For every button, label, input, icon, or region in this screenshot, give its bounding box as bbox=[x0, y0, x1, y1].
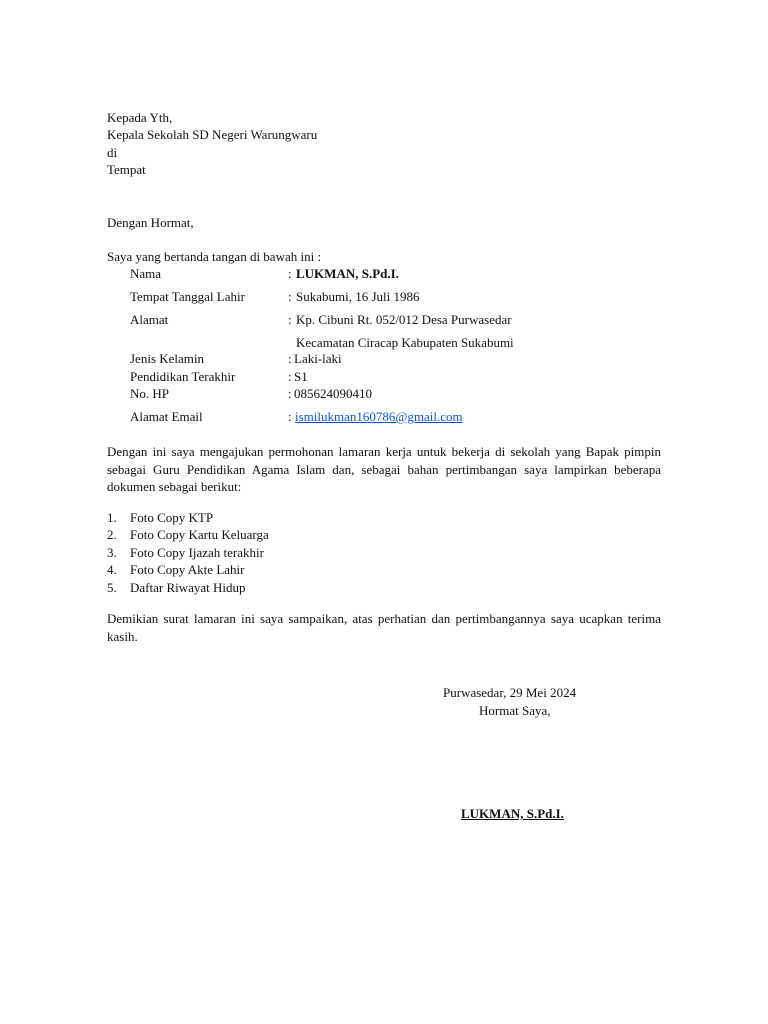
detail-sep-email: : bbox=[288, 409, 292, 424]
detail-sep-education: : bbox=[288, 369, 292, 384]
detail-value-address: Kp. Cibuni Rt. 052/012 Desa Purwasedar bbox=[296, 312, 512, 327]
email-link[interactable]: ismilukman160786@gmail.com bbox=[295, 409, 463, 424]
recipient-line-1: Kepada Yth, bbox=[107, 110, 173, 125]
recipient-line-3: di bbox=[107, 145, 118, 160]
detail-label-email: Alamat Email bbox=[130, 409, 203, 424]
list-item: Foto Copy Ijazah terakhir bbox=[130, 545, 264, 560]
list-item: Foto Copy KTP bbox=[130, 510, 214, 525]
place-date: Purwasedar, 29 Mei 2024 bbox=[443, 685, 577, 700]
closing-paragraph: Demikian surat lamaran ini saya sampaikan, atas perhatian dan pertimbangannya saya ucapkan terima kasih. bbox=[107, 611, 661, 644]
detail-label-education: Pendidikan Terakhir bbox=[130, 369, 236, 384]
detail-value-name: LUKMAN, S.Pd.I. bbox=[296, 266, 399, 281]
detail-sep-phone: : bbox=[288, 386, 292, 401]
regards-text: Hormat Saya, bbox=[479, 703, 551, 718]
list-number: 4. bbox=[107, 562, 117, 577]
recipient-line-4: Tempat bbox=[107, 162, 146, 177]
detail-value-birth: Sukabumi, 16 Juli 1986 bbox=[296, 289, 420, 304]
intro-text: Saya yang bertanda tangan di bawah ini : bbox=[107, 249, 322, 264]
detail-label-birth: Tempat Tanggal Lahir bbox=[130, 289, 245, 304]
detail-value-address-line-2: Kecamatan Ciracap Kabupaten Sukabumi bbox=[296, 335, 514, 350]
detail-value-education: S1 bbox=[294, 369, 308, 384]
list-item: Daftar Riwayat Hidup bbox=[130, 580, 246, 595]
detail-sep-name: : bbox=[288, 266, 292, 281]
signatory-name: LUKMAN, S.Pd.I. bbox=[461, 806, 564, 821]
recipient-line-2: Kepala Sekolah SD Negeri Warungwaru bbox=[107, 127, 318, 142]
list-number: 5. bbox=[107, 580, 117, 595]
detail-value-gender: Laki-laki bbox=[294, 351, 342, 366]
body-paragraph: Dengan ini saya mengajukan permohonan lamaran kerja untuk bekerja di sekolah yang Bapak pimpin sebagai Guru Pendidikan Agama Islam dan, sebagai bahan pertimbangan saya lampirkan beberapa dokumen sebagai berikut: bbox=[107, 444, 661, 494]
list-number: 3. bbox=[107, 545, 117, 560]
list-number: 1. bbox=[107, 510, 117, 525]
list-number: 2. bbox=[107, 527, 117, 542]
detail-sep-address: : bbox=[288, 312, 292, 327]
detail-sep-gender: : bbox=[288, 351, 292, 366]
detail-label-phone: No. HP bbox=[130, 386, 170, 401]
detail-sep-birth: : bbox=[288, 289, 292, 304]
list-item: Foto Copy Akte Lahir bbox=[130, 562, 245, 577]
detail-label-address: Alamat bbox=[130, 312, 169, 327]
detail-label-gender: Jenis Kelamin bbox=[130, 351, 205, 366]
greeting: Dengan Hormat, bbox=[107, 215, 194, 230]
detail-value-phone: 085624090410 bbox=[294, 386, 372, 401]
detail-label-name: Nama bbox=[130, 266, 162, 281]
list-item: Foto Copy Kartu Keluarga bbox=[130, 527, 269, 542]
